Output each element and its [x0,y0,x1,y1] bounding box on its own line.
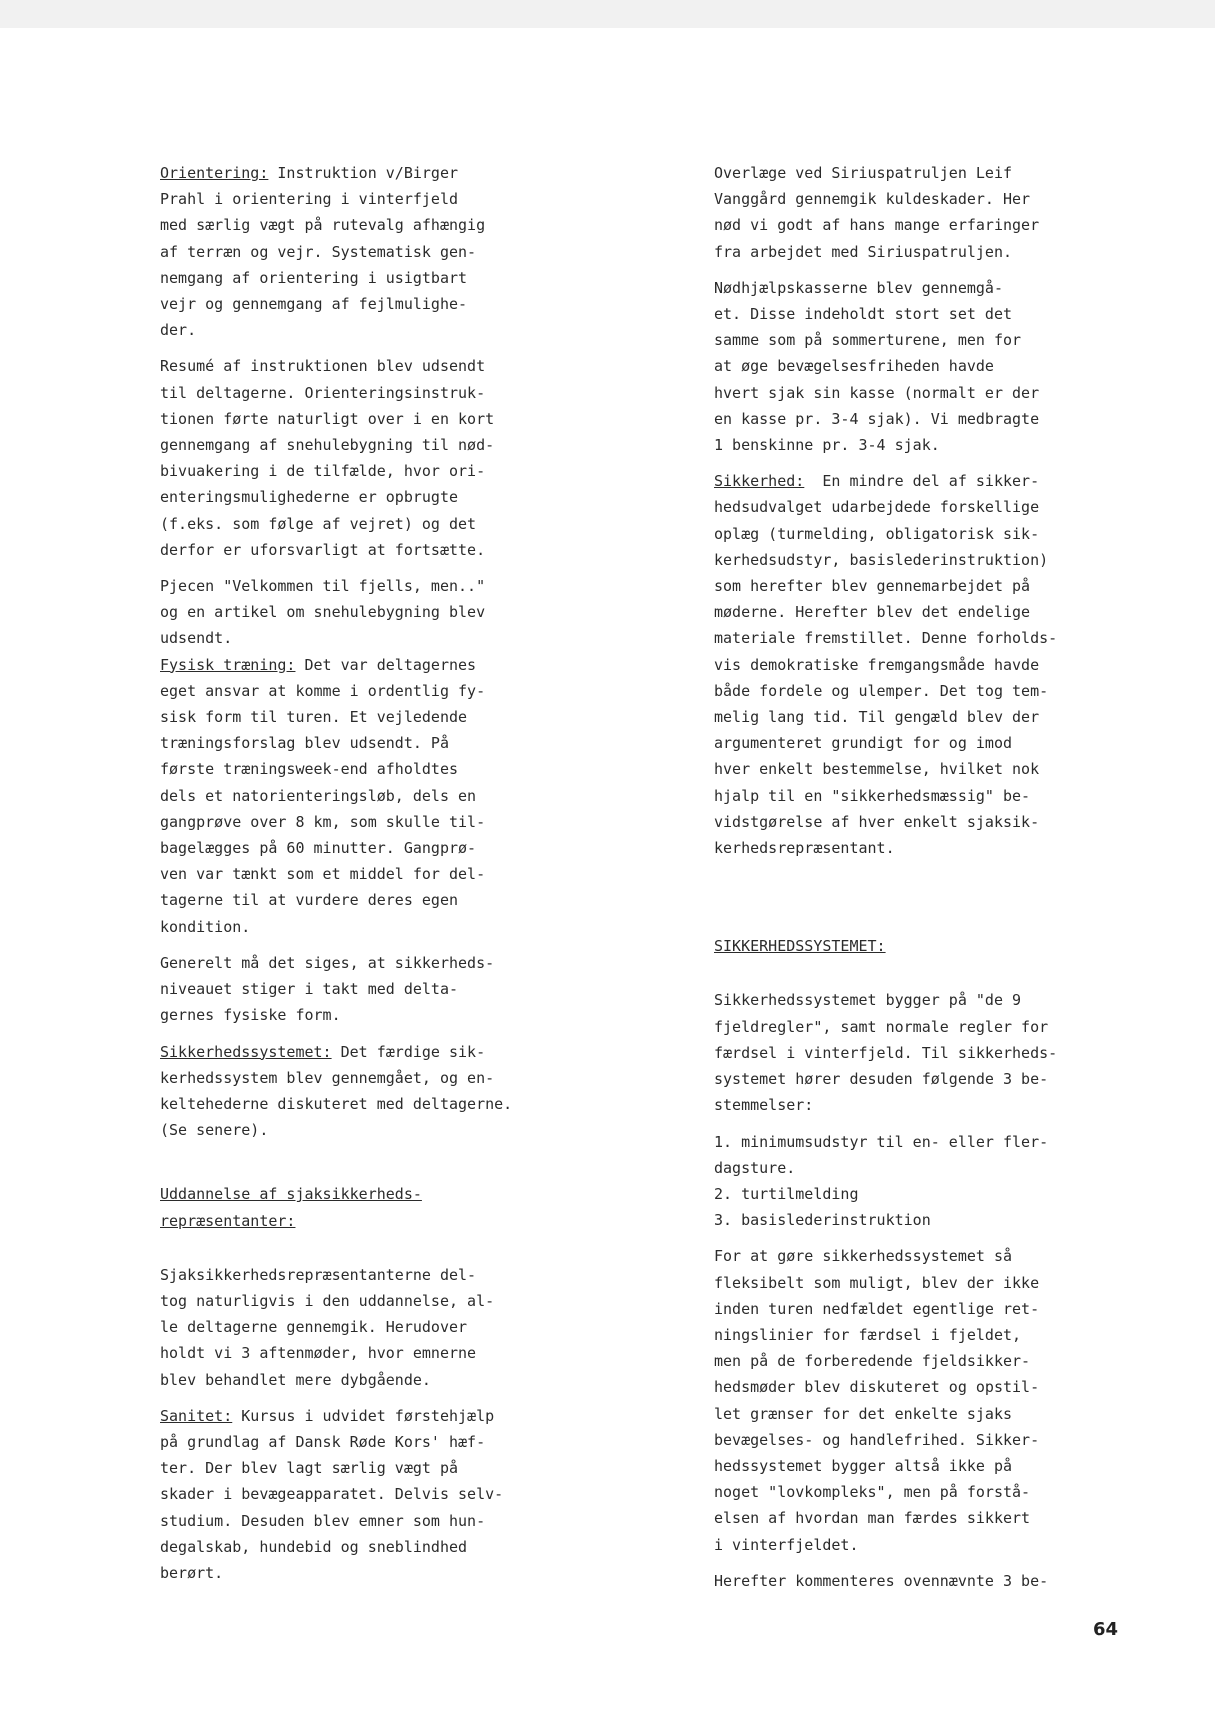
paragraph-orientering [160,160,560,343]
text-line: at øge bevægelsesfriheden havde [714,357,994,376]
text-line: (f.eks. som følge af vejret) og det [160,514,477,533]
text-line: tog naturligvis i den uddannelse, al- [160,1291,495,1310]
text-line: Generelt må det siges, at sikkerheds- [160,953,495,972]
text-line: til deltagerne. Orienteringsinstruk- [160,383,486,402]
text-line: hjalp til en "sikkerhedsmæssig" be- [714,786,1031,805]
text-line: For at gøre sikkerhedssystemet så [714,1247,1013,1266]
text-line: bagelægges på 60 minutter. Gangprø- [160,839,477,858]
text-line: Sikkerhedssystemet bygger på "de 9 [714,991,1022,1010]
text-line: eget ansvar at komme i ordentlig fy- [160,681,486,700]
list-bestemmelser [714,1129,1114,1234]
text-line: vejr og gennemgang af fejlmulighe- [160,295,468,314]
text-line: en kasse pr. 3-4 sjak). Vi medbragte [714,409,1040,428]
text-line: nød vi godt af hans mange erfaringer [714,216,1040,235]
paragraph-sanitet [160,1403,560,1586]
heading-sikkerhedssystemet: Sikkerhedssystemet: [160,1042,332,1061]
paragraph-overlaege [714,160,1114,265]
text-line: Kursus i udvidet førstehjælp [232,1406,495,1425]
text-line: keltehederne diskuteret med deltagerne. [160,1094,513,1113]
text-line: sisk form til turen. Et vejledende [160,708,468,727]
scan-top-edge [0,0,1215,28]
text-line: kerhedssystem blev gennemgået, og en- [160,1068,495,1087]
text-line: stemmelser: [714,1096,814,1115]
text-line: i vinterfjeldet. [714,1535,859,1554]
text-line: på grundlag af Dansk Røde Kors' hæf- [160,1432,486,1451]
text-line: blev behandlet mere dybgående. [160,1370,431,1389]
text-line: kerhedsrepræsentant. [714,839,895,858]
text-line: En mindre del af sikker- [804,472,1040,491]
heading-fysisk-traening: Fysisk træning: [160,655,296,674]
text-line: Herefter kommenteres ovennævnte 3 be- [714,1571,1049,1590]
text-line: kerhedsudstyr, basislederinstruktion) [714,550,1049,569]
list-item: 2. turtilmelding [714,1184,859,1203]
text-line: hedsudvalget udarbejdede forskellige [714,498,1040,517]
paragraph-system-intro [714,987,1114,1118]
text-line: skader i bevægeapparatet. Delvis selv- [160,1485,504,1504]
text-line: repræsentanter: [160,1211,296,1230]
text-line: ningslinier for færdsel i fjeldet, [714,1325,1022,1344]
text-line: møderne. Herefter blev det endelige [714,603,1031,622]
text-line: Det færdige sik- [331,1042,486,1061]
text-line: bevægelses- og handlefrihed. Sikker- [714,1430,1040,1449]
text-line: vis demokratiske fremgangsmåde havde [714,655,1040,674]
text-line: systemet hører desuden følgende 3 be- [714,1070,1049,1089]
text-line: Sjaksikkerhedsrepræsentanterne del- [160,1265,477,1284]
text-line: fleksibelt som muligt, blev der ikke [714,1273,1040,1292]
page-number: 64 [1093,1619,1119,1640]
text-line: som herefter blev gennemarbejdet på [714,577,1031,596]
text-line: berørt. [160,1563,224,1582]
text-line: dels et natorienteringsløb, dels en [160,786,477,805]
text-line: le deltagerne gennemgik. Herudover [160,1318,468,1337]
text-line: bivuakering i de tilfælde, hvor ori- [160,462,486,481]
text-line: let grænser for det enkelte sjaks [714,1404,1013,1423]
text-line: hedsmøder blev diskuteret og opstil- [714,1378,1040,1397]
text-line: derfor er uforsvarligt at fortsætte. [160,540,486,559]
text-line: med særlig vægt på rutevalg afhængig [160,216,486,235]
text-line: Instruktion v/Birger [268,164,459,182]
text-line: nemgang af orientering i usigtbart [160,268,468,287]
text-line: udsendt. [160,629,233,648]
text-line: enteringsmulighederne er opbrugte [160,488,459,507]
text-line: samme som på sommerturene, men for [714,331,1022,350]
paragraph-uddannelse [160,1262,560,1393]
text-line: ven var tænkt som et middel for del- [160,865,486,884]
text-line: hedssystemet bygger altså ikke på [714,1456,1013,1475]
heading-sanitet: Sanitet: [160,1406,233,1425]
text-line: Prahl i orientering i vinterfjeld [160,190,459,209]
text-line: tagerne til at vurdere deres egen [160,891,459,910]
text-line: kondition. [160,917,251,936]
heading-orientering: Orientering: [160,164,269,182]
text-line: Vanggård gennemgik kuldeskader. Her [714,190,1031,209]
text-line: færdsel i vinterfjeld. Til sikkerheds- [714,1043,1058,1062]
paragraph-resume [160,353,560,563]
text-line: Uddannelse af sjaksikkerheds- [160,1185,422,1204]
text-line: argumenteret grundigt for og imod [714,734,1013,753]
paragraph-herefter [714,1568,1114,1594]
text-line: gennemgang af snehulebygning til nød- [160,436,495,455]
text-line: vidstgørelse af hver enkelt sjaksik- [714,812,1040,831]
paragraph-fleksibelt [714,1243,1114,1557]
text-line: degalskab, hundebid og sneblindhed [160,1537,468,1556]
left-column [160,160,560,1586]
paragraph-sikkerhedssystemet [160,1039,560,1144]
text-line: fra arbejdet med Siriuspatruljen. [714,242,1013,261]
heading-sikkerhed: Sikkerhed: [714,472,805,491]
text-line: inden turen nedfældet egentlige ret- [714,1299,1040,1318]
text-line: (Se senere). [160,1121,269,1140]
text-line: første træningsweek-end afholdtes [160,760,459,779]
text-line: Overlæge ved Siriuspatruljen Leif [714,164,1013,182]
text-line: 1 benskinne pr. 3-4 sjak. [714,436,940,455]
text-line: Nødhjælpskasserne blev gennemgå- [714,278,1003,297]
paragraph-nodhjaelpskasser [714,275,1114,458]
text-line: Det var deltagernes [295,655,477,674]
text-line: både fordele og ulemper. Det tog tem- [714,681,1049,700]
text-line: studium. Desuden blev emner som hun- [160,1511,486,1530]
text-line: elsen af hvordan man færdes sikkert [714,1509,1031,1528]
text-line: Resumé af instruktionen blev udsendt [160,357,486,376]
text-line: gangprøve over 8 km, som skulle til- [160,812,486,831]
text-line: og en artikel om snehulebygning blev [160,603,486,622]
paragraph-sikkerhed [714,468,1114,861]
text-line: holdt vi 3 aftenmøder, hvor emnerne [160,1344,477,1363]
paragraph-fysisk-traening [160,652,560,940]
text-line: der. [160,321,197,340]
text-line: gernes fysiske form. [160,1006,341,1025]
section-heading-sikkerhedssystemet: SIKKERHEDSSYSTEMET: [714,937,886,956]
text-line: et. Disse indeholdt stort set det [714,305,1013,324]
text-line: af terræn og vejr. Systematisk gen- [160,242,477,261]
text-line: niveauet stiger i takt med delta- [160,980,459,999]
list-item: dagsture. [714,1158,796,1177]
text-line: træningsforslag blev udsendt. På [160,734,449,753]
paragraph-pjecen [160,573,560,652]
text-line: hver enkelt bestemmelse, hvilket nok [714,760,1040,779]
text-line: men på de forberedende fjeldsikker- [714,1352,1031,1371]
text-line: melig lang tid. Til gengæld blev der [714,708,1040,727]
text-line: hvert sjak sin kasse (normalt er der [714,383,1040,402]
right-column [714,160,1114,1594]
text-line: materiale fremstillet. Denne forholds- [714,629,1058,648]
text-line: ter. Der blev lagt særlig vægt på [160,1459,459,1478]
list-item: 1. minimumsudstyr til en- eller fler- [714,1132,1049,1151]
text-line: noget "lovkompleks", men på forstå- [714,1483,1031,1502]
list-item: 3. basislederinstruktion [714,1211,931,1230]
text-line: fjeldregler", samt normale regler for [714,1017,1049,1036]
section-heading-uddannelse [160,1181,560,1233]
text-line: oplæg (turmelding, obligatorisk sik- [714,524,1040,543]
text-line: tionen førte naturligt over i en kort [160,409,495,428]
text-line: Pjecen "Velkommen til fjells, men.." [160,577,486,596]
paragraph-generelt [160,950,560,1029]
